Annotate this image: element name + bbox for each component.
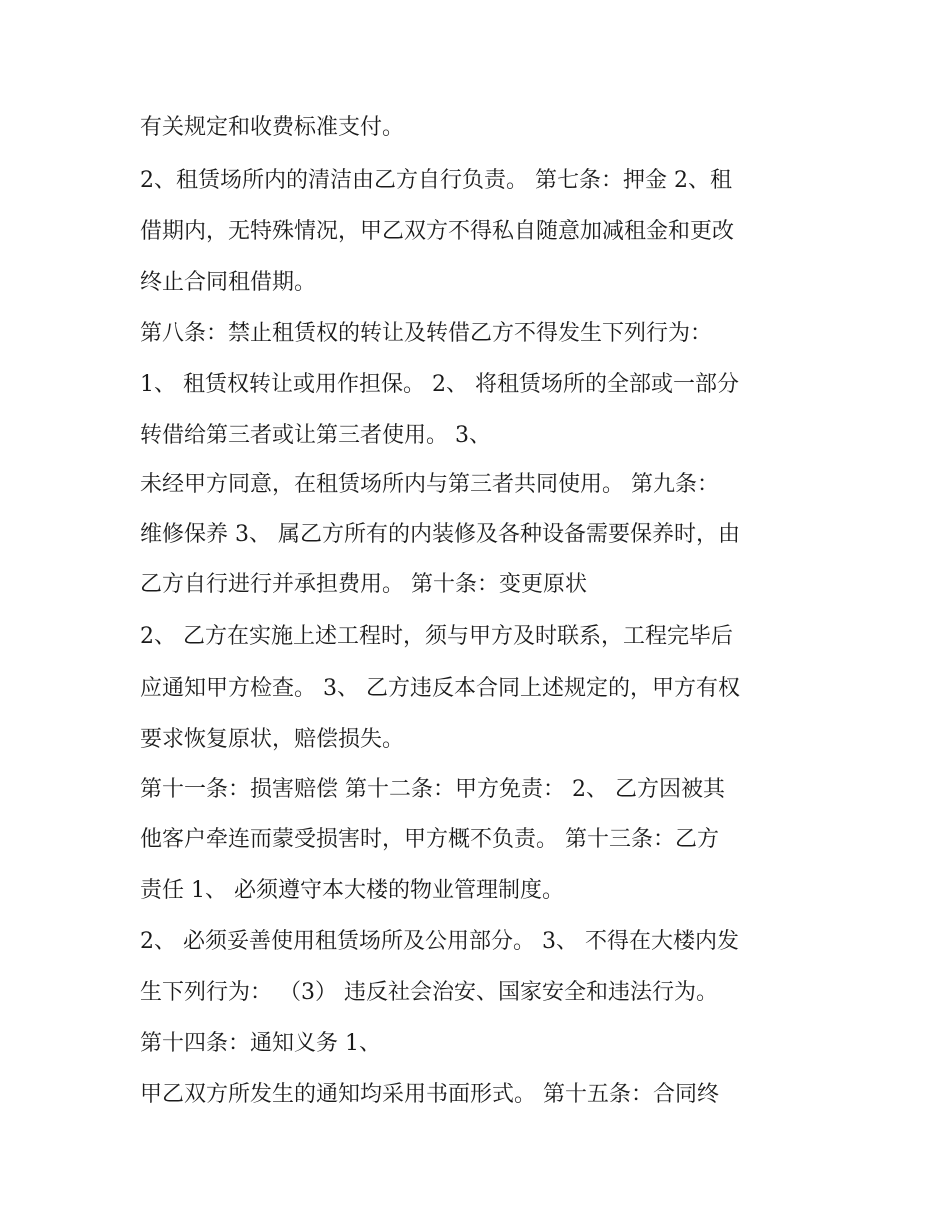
text-line: 应通知甲方检查。 3、 乙方违反本合同上述规定的，甲方有权 [140,676,740,701]
text-line: 有关规定和收费标准支付。 [140,115,405,140]
text-line: 要求恢复原状，赔偿损失。 [140,727,405,752]
text-line: 2、 乙方在实施上述工程时，须与甲方及时联系，工程完毕后 [140,624,733,649]
text-line: 未经甲方同意，在租赁场所内与第三者共同使用。 第九条： [140,472,719,497]
text-line: 甲乙双方所发生的通知均采用书面形式。 第十五条：合同终 [140,1082,719,1107]
text-line: 第十一条：损害赔偿 第十二条：甲方免责： 2、 乙方因被其 [140,777,725,802]
text-line: 乙方自行进行并承担费用。 第十条：变更原状 [140,572,587,597]
text-line: 转借给第三者或让第三者使用。 3、 [140,423,491,448]
text-line: 生下列行为： （3） 违反社会治安、国家安全和违法行为。 [140,980,718,1005]
text-line: 1、 租赁权转让或用作担保。 2、 将租赁场所的全部或一部分 [140,372,739,397]
text-line: 终止合同租借期。 [140,270,317,295]
text-line: 维修保养 3、 属乙方所有的内装修及各种设备需要保养时，由 [140,522,740,547]
text-line: 第十四条：通知义务 1、 [140,1031,381,1056]
text-line: 第八条：禁止租赁权的转让及转借乙方不得发生下列行为： [140,321,713,346]
text-line: 他客户牵连而蒙受损害时，甲方概不负责。 第十三条：乙方 [140,827,719,852]
text-line: 2、租赁场所内的清洁由乙方自行负责。 第七条：押金 2、租 [140,168,732,193]
text-line: 责任 1、 必须遵守本大楼的物业管理制度。 [140,878,564,903]
text-line: 借期内，无特殊情况，甲乙双方不得私自随意加减租金和更改 [140,219,735,244]
text-line: 2、 必须妥善使用租赁场所及公用部分。 3、 不得在大楼内发 [140,929,739,954]
